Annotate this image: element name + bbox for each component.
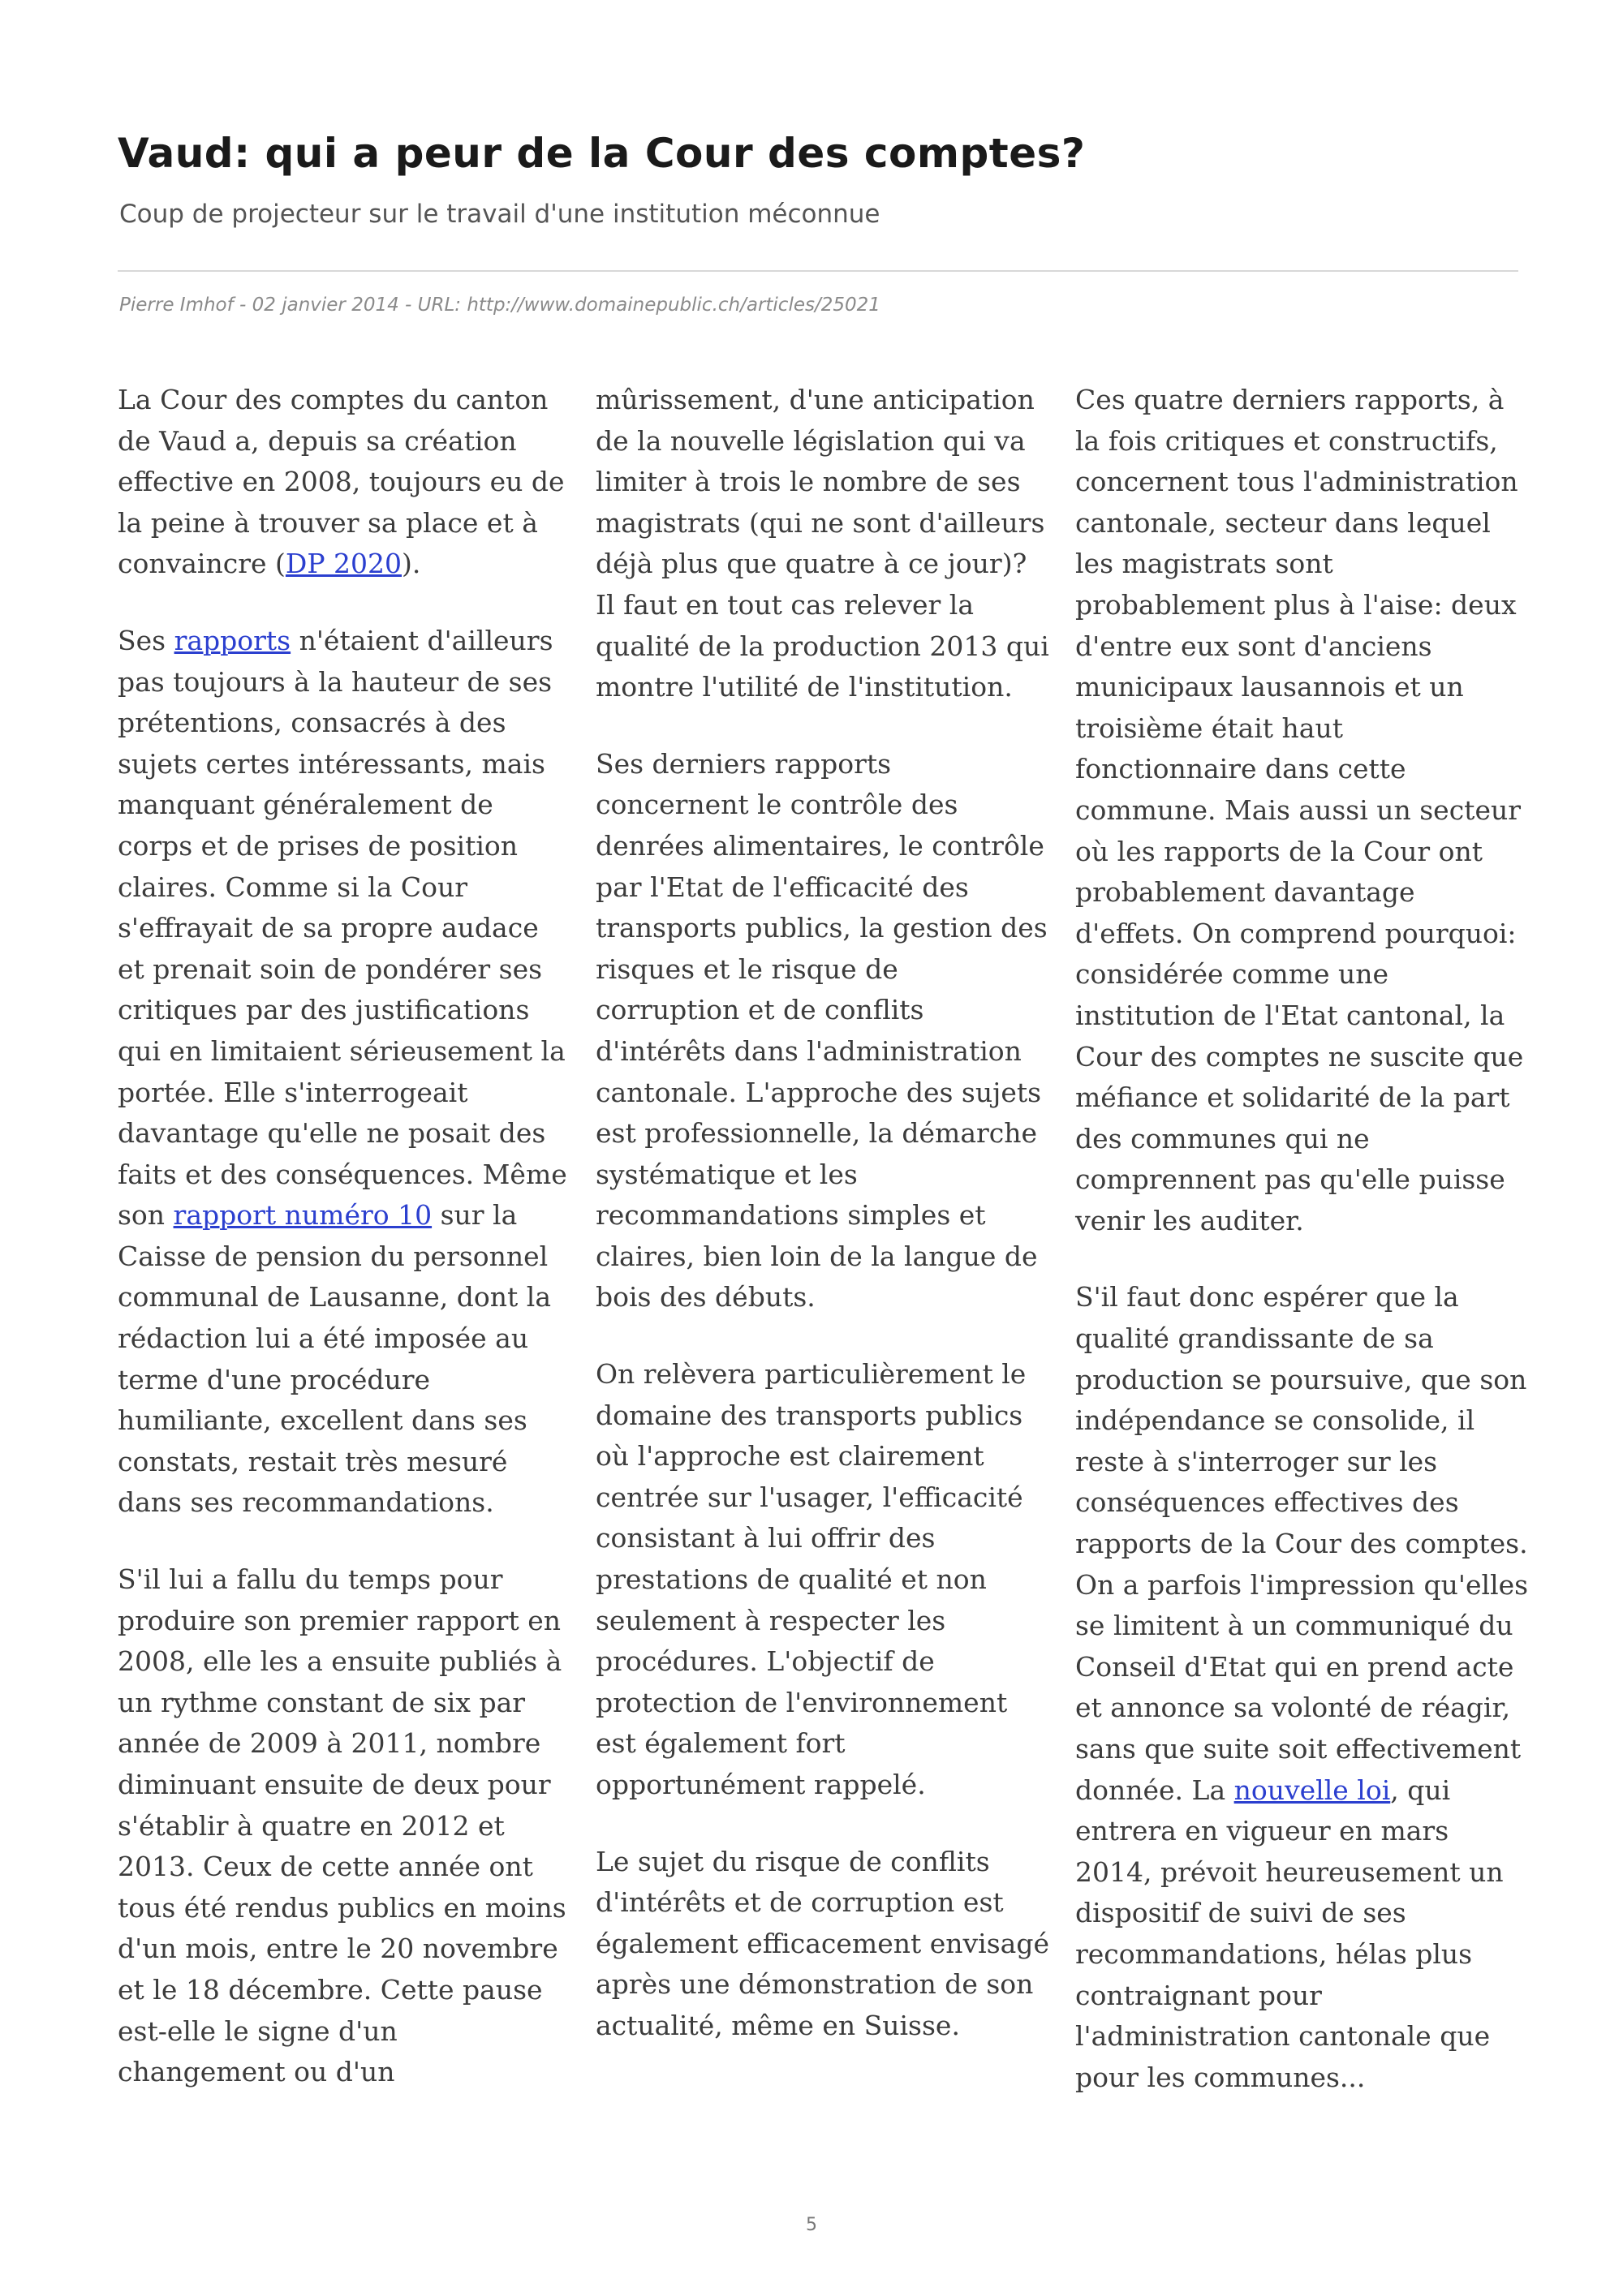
paragraph-3: S'il lui a fallu du temps pour produire son premier rapport en 2008, elle les a ensuite publiés à un rythme constant de six par année de 2009 à 2011, nombre diminuant ensuite de deux pour s'établir à quatre en 2012 et 2013. Ceux de cette année ont tous été rendus publics en moins d'un mois, entre le 20 novembre et le 18 décembre. Cette pause est-elle le signe d'un changement ou d'un xyxy=(118,1563,566,2088)
paragraph-1-text-b: ). xyxy=(402,548,421,580)
text-column-2 xyxy=(596,380,1050,2083)
article-title: Vaud: qui a peur de la Cour des comptes? xyxy=(118,130,1086,177)
paragraph-2-text-a: Ses xyxy=(118,624,174,656)
paragraph-2-text-b: n'étaient d'ailleurs pas toujours à la hauteur de ses prétentions, consacrés à des sujets certes intéressants, mais manquant généralement de corps et de prises de position claires. Comme si la Cour s'effrayait de sa propre audace et prenait soin de pondérer ses critiques par des justifications qui en limitaient sérieusement la portée. Elle s'interrogeait davantage qu'elle ne posait des faits et des conséquences. Même son xyxy=(118,624,567,1232)
text-column-3 xyxy=(1075,380,1530,2134)
paragraph-9-text-b: , qui entrera en vigueur en mars 2014, prévoit heureusement un dispositif de suivi de ses recommandations, hélas plus contraignant pour l'administration cantonale que pour les communes... xyxy=(1075,1774,1504,2093)
paragraph-1-text-a: La Cour des comptes du canton de Vaud a, depuis sa création effective en 2008, toujours eu de la peine à trouver sa place et à convaincre ( xyxy=(118,384,565,580)
paragraph-6: On relèvera particulièrement le domaine des transports publics où l'approche est clairement centrée sur l'usager, l'efficacité consistant à lui offrir des prestations de qualité et non seulement à respecter les procédures. L'objectif de protection de l'environnement est également fort opportunément rappelé. xyxy=(596,1358,1027,1800)
paragraph-9-text-a: S'il faut donc espérer que la qualité grandissante de sa production se poursuive, que son indépendance se consolide, il reste à s'interroger sur les conséquences effectives des rapports de la Cour des comptes. On a parfois l'impression qu'elles se limitent à un communiqué du Conseil d'Etat qui en prend acte et annonce sa volonté de réagir, sans que suite soit effectivement donnée. La xyxy=(1075,1281,1529,1806)
paragraph-7: Le sujet du risque de conflits d'intérêts et de corruption est également efficacement envisagé après une démonstration de son actualité, même en Suisse. xyxy=(596,1845,1050,2041)
paragraph-2 xyxy=(118,621,572,1524)
nouvelle-loi-link[interactable]: nouvelle loi xyxy=(1233,1774,1391,1806)
rapport-numero-10-link[interactable]: rapport numéro 10 xyxy=(173,1199,433,1232)
paragraph-9 xyxy=(1075,1277,1530,2098)
paragraph-2-text-c: sur la Caisse de pension du personnel communal de Lausanne, dont la rédaction lui a été imposée au terme d'une procédure humiliante, excellent dans ses constats, restait très mesuré dans ses recommandations. xyxy=(118,1199,551,1519)
header-divider xyxy=(118,270,1518,272)
paragraph-1 xyxy=(118,380,572,585)
article-byline: Pierre Imhof - 02 janvier 2014 - URL: http://www.domainepublic.ch/articles/25021 xyxy=(119,295,880,316)
rapports-link[interactable]: rapports xyxy=(174,624,291,656)
paragraph-8: Ces quatre derniers rapports, à la fois critiques et constructifs, concernent tous l'administration cantonale, secteur dans lequel les magistrats sont probablement plus à l'aise: deux d'entre eux sont d'anciens municipaux lausannois et un troisième était haut fonctionnaire dans cette commune. Mais aussi un secteur où les rapports de la Cour ont probablement davantage d'effets. On comprend pourquoi: considérée comme une institution de l'Etat cantonal, la Cour des comptes ne suscite que méfiance et solidarité de la part des communes qui ne comprennent pas qu'elle puisse venir les auditer. xyxy=(1075,384,1524,1236)
text-column-1 xyxy=(118,380,572,2129)
article-subtitle: Coup de projecteur sur le travail d'une institution méconnue xyxy=(119,200,880,229)
page-number: 5 xyxy=(806,2215,817,2235)
dp-2020-link[interactable]: DP 2020 xyxy=(285,548,403,580)
paragraph-4: mûrissement, d'une anticipation de la nouvelle législation qui va limiter à trois le nombre de ses magistrats (qui ne sont d'ailleurs déjà plus que quatre à ce jour)? Il faut en tout cas relever la qualité de la production 2013 qui montre l'utilité de l'institution. xyxy=(596,384,1049,703)
paragraph-5: Ses derniers rapports concernent le contrôle des denrées alimentaires, le contrôle par l'Etat de l'efficacité des transports publics, la gestion des risques et le risque de corruption et de conflits d'intérêts dans l'administration cantonale. L'approche des sujets est professionnelle, la démarche systématique et les recommandations simples et claires, bien loin de la langue de bois des débuts. xyxy=(596,747,1048,1314)
